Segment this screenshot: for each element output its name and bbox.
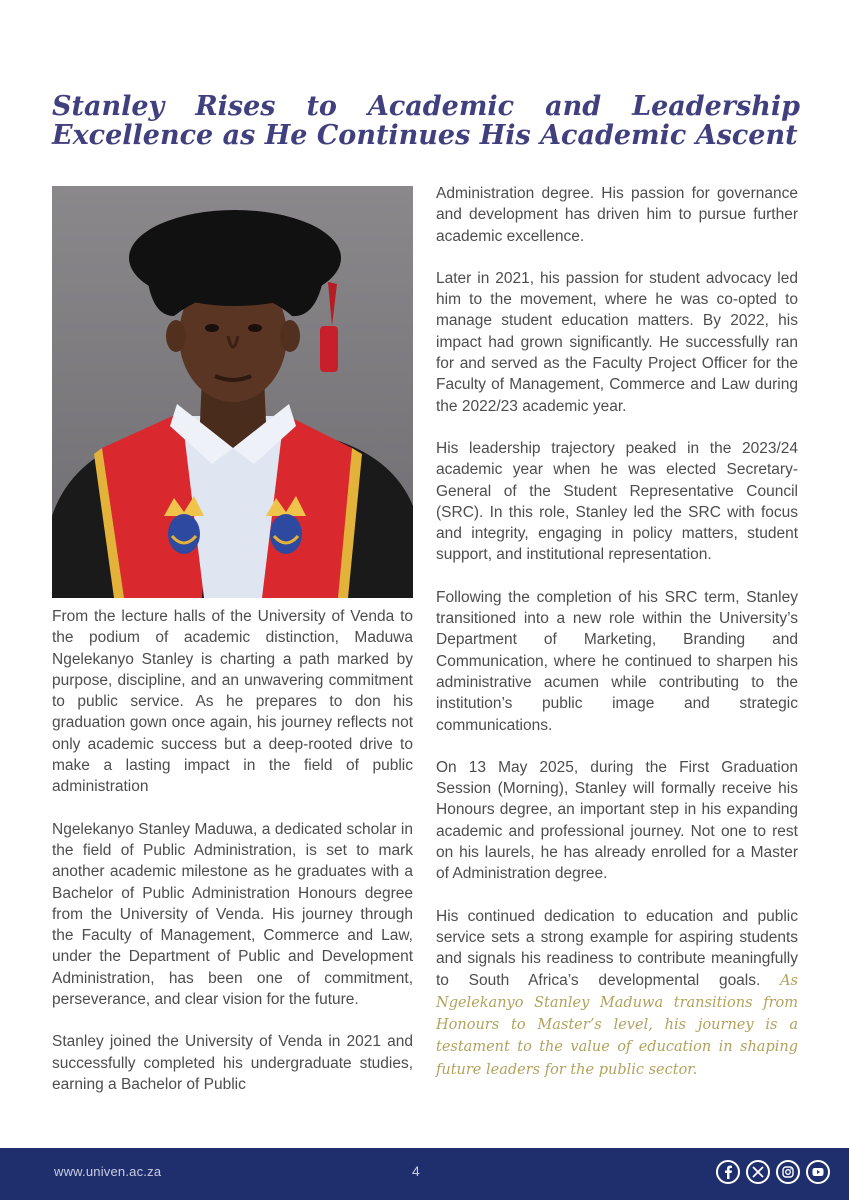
website-link[interactable]: www.univen.ac.za — [54, 1164, 162, 1179]
title-line-2: Excellence as He Continues His Academic Ascent — [52, 120, 798, 151]
facebook-icon[interactable] — [716, 1160, 740, 1184]
paragraph-joined: Stanley joined the University of Venda in 2021 and successfully completed his undergraduate studies, earning a Bachelor of Public — [52, 1033, 413, 1093]
paragraph-graduation: On 13 May 2025, during the First Graduation Session (Morning), Stanley will formally receive his Honours degree, an important step in his expanding academic and professional journey. Not one to rest on his laurels, he has already enrolled for a Master of Administration degree. — [436, 758, 798, 883]
closing-text: His continued dedication to education and public service sets a strong example for aspiring students and signals his readiness to contribute meaningfully to South Africa’s developmental goals. — [436, 907, 798, 989]
paragraph-closing — [436, 906, 798, 1081]
graduate-portrait-photo — [52, 186, 413, 598]
instagram-icon[interactable] — [776, 1160, 800, 1184]
page-number: 4 — [412, 1163, 420, 1179]
youtube-icon[interactable] — [806, 1160, 830, 1184]
paragraph-marketing: Following the completion of his SRC term, Stanley transitioned into a new role within the University’s Department of Marketing, Branding and Communication, where he continued to sharpen his administrative acumen while contributing to the institution’s public image and strategic communications. — [436, 588, 798, 734]
paragraph-milestone: Ngelekanyo Stanley Maduwa, a dedicated scholar in the field of Public Administration, is set to mark another academic milestone as he graduates with a Bachelor of Public Administration Honours degree from the University of Venda. His journey through the Faculty of Management, Commerce and Law, under the Department of Public and Development Administration, has been one of commitment, perseverance, and clear vision for the future. — [52, 820, 413, 1009]
paragraph-advocacy: Later in 2021, his passion for student advocacy led him to the movement, where he was co-opted to manage student education matters. By 2022, his impact had grown significantly. He successfully ran for and served as the Faculty Project Officer for the Faculty of Management, Commerce and Law during the 2022/23 academic year. — [436, 269, 798, 415]
paragraph-leadership: His leadership trajectory peaked in the 2023/24 academic year when he was elected Secretary-General of the Student Representative Council (SRC). In this role, Stanley led the SRC with focus and integrity, engaging in policy matters, student support, and institutional representation. — [436, 439, 798, 564]
paragraph-degree: Administration degree. His passion for governance and development has driven him to pursue further academic excellence. — [436, 185, 798, 245]
right-column — [436, 183, 798, 1102]
title-line-1: Stanley Rises to Academic and Leadership — [52, 91, 800, 122]
social-icons — [716, 1160, 830, 1184]
paragraph-intro: From the lecture halls of the University of Venda to the podium of academic distinction, Maduwa Ngelekanyo Stanley is charting a path marked by purpose, discipline, and an unwavering commitment to public service. As he prepares to don his graduation gown once again, his journey reflects not only academic success but a deep-rooted drive to make a lasting impact in the field of public administration — [52, 608, 413, 796]
portrait-illustration — [52, 186, 413, 598]
closing-quote: As Ngelekanyo Stanley Maduwa transitions from Honours to Master’s level, his journey is a testament to the value of education in shaping future leaders for the public sector. — [436, 972, 798, 1078]
left-column — [52, 606, 413, 1116]
page-footer — [0, 1148, 849, 1200]
x-icon[interactable] — [746, 1160, 770, 1184]
article-title — [52, 92, 800, 150]
